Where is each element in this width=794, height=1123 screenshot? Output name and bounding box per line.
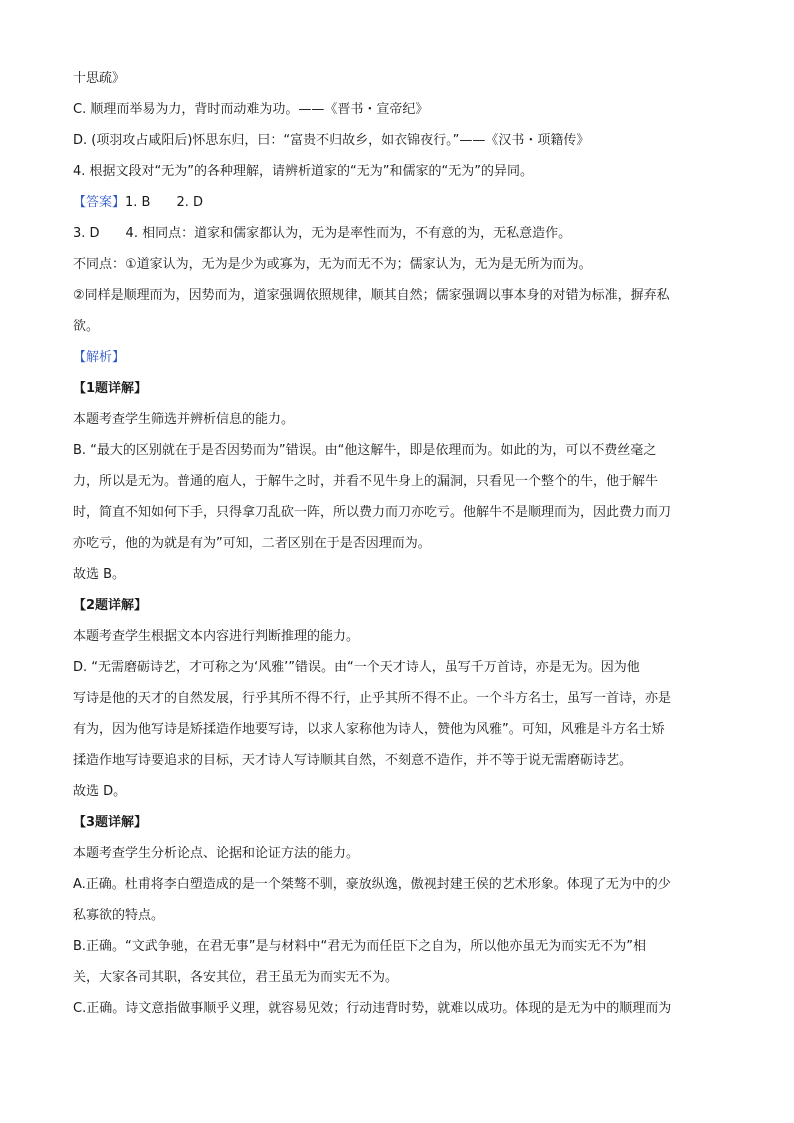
text-line: C.正确。诗文意指做事顺乎义理，就容易见效；行动违背时势，就难以成功。体现的是无为中的顺理而为 — [73, 1001, 672, 1016]
text-line: 时，简直不知如何下手，只得拿刀乱砍一阵，所以费力而刀亦吃亏。他解牛不是顺理而为，因此费力而刀 — [73, 505, 672, 520]
text-line: 关，大家各司其职，各安其位，君王虽无为而实无不为。 — [73, 970, 399, 985]
analysis-tag: 【解析】 — [73, 350, 126, 365]
text-line: 有为，因为他写诗是矫揉造作地要写诗，以求人家称他为诗人，赞他为风雅”。可知，风雅是斗方名士矫 — [73, 722, 665, 737]
text-line: 本题考查学生根据文本内容进行判断推理的能力。 — [73, 629, 360, 644]
text-line: 写诗是他的天才的自然发展，行乎其所不得不行，止乎其所不得不止。一个斗方名士，虽写一首诗，亦是 — [73, 691, 672, 706]
text-line: 十思疏》 — [73, 71, 126, 86]
text-line: D. “无需磨砺诗艺，才可称之为‘风雅’”错误。由“一个天才诗人，虽写千万首诗，亦是无为。因为他 — [73, 660, 640, 675]
answer-text: 1. B 2. D — [125, 195, 204, 210]
text-line: 私寡欲的特点。 — [73, 908, 165, 923]
text-line: 欲。 — [73, 319, 100, 334]
text-line: 力，所以是无为。普通的庖人，于解牛之时，并看不见牛身上的漏洞，只看见一个整个的牛，他于解牛 — [73, 474, 659, 489]
answer-tag: 【答案】 — [73, 195, 126, 210]
section-heading-q2: 【2题详解】 — [73, 598, 148, 613]
text-line: 本题考查学生筛选并辨析信息的能力。 — [73, 412, 295, 427]
conclusion-line: 故选 B。 — [73, 567, 126, 582]
text-line: 揉造作地写诗要追求的目标，天才诗人写诗顺其自然，不刻意不造作，并不等于说无需磨砺诗艺。 — [73, 753, 633, 768]
text-line: 本题考查学生分析论点、论据和论证方法的能力。 — [73, 846, 360, 861]
option-d: D. (项羽攻占咸阳后)怀思东归，曰：“富贵不归故乡，如衣锦夜行。”——《汉书・项籍传》 — [73, 133, 590, 148]
text-line: B. “最大的区别就在于是否因势而为”错误。由“他这解牛，即是依理而为。如此的为，可以不费丝毫之 — [73, 443, 657, 458]
text-line: A.正确。杜甫将李白塑造成的是一个桀骜不驯，豪放纵逸，傲视封建王侯的艺术形象。体现了无为中的少 — [73, 877, 671, 892]
difference-point-2: ②同样是顺理而为，因势而为，道家强调依照规律，顺其自然；儒家强调以事本身的对错为标准，摒弃私 — [73, 288, 670, 303]
text-line: B.正确。“文武争驰，在君无事”是与材料中“君无为而任臣下之自为，所以他亦虽无为而实无不为”相 — [73, 939, 646, 954]
text-line: 亦吃亏，他的为就是有为”可知，二者区别在于是否因理而为。 — [73, 536, 431, 551]
question-4: 4. 根据文段对“无为”的各种理解，请辨析道家的“无为”和儒家的“无为”的异同。 — [73, 164, 533, 179]
section-heading-q1: 【1题详解】 — [73, 381, 148, 396]
conclusion-line: 故选 D。 — [73, 784, 127, 799]
difference-point-1: 不同点：①道家认为，无为是少为或寡为，无为而无不为；儒家认为，无为是无所为而为。 — [73, 257, 592, 272]
answer-line — [73, 195, 723, 211]
option-c: C. 顺理而举易为力，背时而动难为功。——《晋书・宣帝纪》 — [73, 102, 429, 117]
answer-line-2: 3. D 4. 相同点：道家和儒家都认为，无为是率性而为，不有意的为，无私意造作。 — [73, 226, 572, 241]
section-heading-q3: 【3题详解】 — [73, 815, 148, 830]
